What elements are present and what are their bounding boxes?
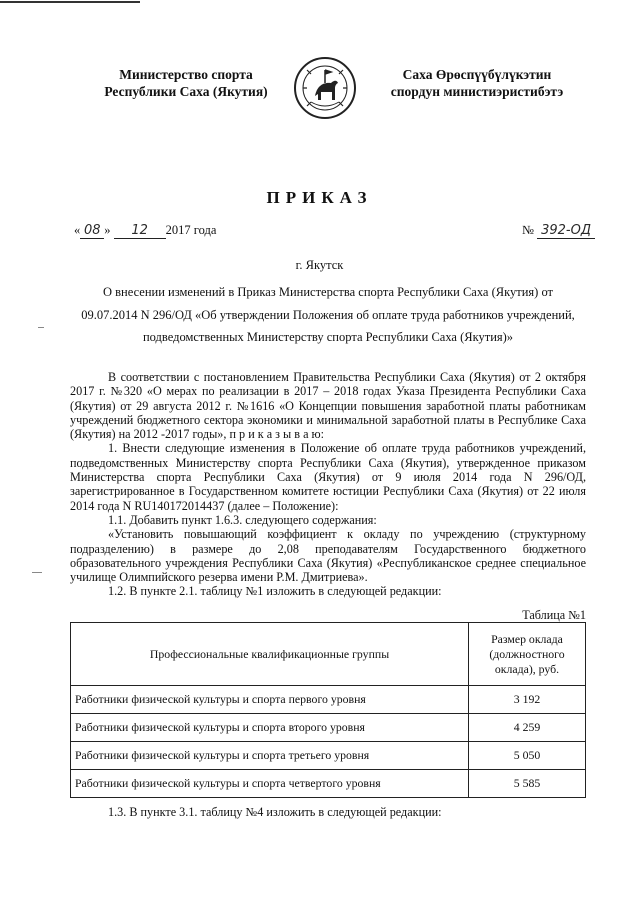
date-month: 12 (114, 223, 166, 239)
ministry-name-yakut (372, 66, 582, 100)
ministry-name-yakut-line2: спордун министиэристибэтэ (390, 84, 564, 99)
city: г. Якутск (295, 258, 344, 272)
body-paragraph: «Установить повышающий коэффициент к окладу по учреждению (структурному подразделению) в размере до 2,08 преподавателям Государственного бюджетного образовательного учреждения Республики Саха (Якутия) «Республиканское среднее специальное училище Олимпийского резерва имени Р.М. Дмитриева». (70, 527, 586, 585)
table-header-row (71, 623, 586, 686)
group-cell: Работники физической культуры и спорта первого уровня (71, 686, 469, 714)
salary-cell: 5 050 (469, 742, 586, 770)
group-cell: Работники физической культуры и спорта четвертого уровня (71, 770, 469, 798)
ministry-name-line2: Республики Саха (Якутия) (104, 84, 268, 99)
header-salary: Размер оклада (должностного оклада), руб. (469, 623, 586, 686)
order-number-value: 392-ОД (537, 223, 595, 239)
ministry-name-russian (70, 66, 302, 100)
scan-edge-mark (0, 1, 140, 3)
table-row (71, 686, 586, 714)
salary-table (70, 622, 586, 798)
scan-margin-mark (32, 572, 42, 573)
header-group: Профессиональные квалификационные группы (71, 623, 469, 686)
group-cell: Работники физической культуры и спорта второго уровня (71, 714, 469, 742)
salary-cell: 3 192 (469, 686, 586, 714)
ministry-name-yakut-line1: Саха Өрөспүүбүлүкэтин (402, 67, 552, 82)
body-paragraph: В соответствии с постановлением Правительства Республики Саха (Якутия) от 2 октября 2017 г. №320 «О мерах по реализации в 2017 – 2018 годах Указа Президента Республики Саха (Якутия) от 29 августа 2012 г. №1616 «О Концепции повышения заработной платы работникам учреждений бюджетного сектора экономики и минимальной заработной платы в Республике Саха (Якутия) на 2012 -2017 годы», п р и к а з ы в а ю: (70, 370, 586, 442)
order-body (70, 370, 586, 599)
salary-cell: 5 585 (469, 770, 586, 798)
table-caption: Таблица №1 (522, 608, 586, 622)
date-day: 08 (80, 223, 104, 239)
salary-cell: 4 259 (469, 714, 586, 742)
group-cell: Работники физической культуры и спорта третьего уровня (71, 742, 469, 770)
next-clause: 1.3. В пункте 3.1. таблицу №4 изложить в следующей редакции: (108, 805, 442, 819)
body-paragraph: 1.1. Добавить пункт 1.6.3. следующего содержания: (108, 512, 377, 527)
coat-of-arms-emblem (293, 56, 357, 120)
scan-margin-mark (38, 327, 44, 328)
date-year: 2017 года (165, 223, 217, 237)
order-date: « 08 » 12 2017 года (74, 223, 217, 238)
document-title: ПРИКАЗ (266, 188, 373, 207)
ministry-name-line1: Министерство спорта (119, 67, 253, 82)
body-paragraph: 1.2. В пункте 2.1. таблицу №1 изложить в следующей редакции: (108, 584, 442, 599)
body-paragraph: 1. Внести следующие изменения в Положение об оплате труда работников учреждений, подведомственных Министерству спорта Республики Саха (Якутия), утвержденное приказом Министерства спорта Республики Саха (Якутия) от 9 июля 2014 года N 296/ОД, зарегистрированное в Государственном комитете юстиции Республики Саха (Якутия) от 22 июля 2014 года N RU140172014437 (далее – Положение): (70, 441, 586, 513)
order-number: № 392-ОД (522, 223, 595, 239)
table-row (71, 714, 586, 742)
table-row (71, 770, 586, 798)
order-subject: О внесении изменений в Приказ Министерства спорта Республики Саха (Якутия) от 09.07.2014 N 296/ОД «Об утверждении Положения об оплате труда работников учреждений, подведомственных Министерству спорта Республики Саха (Якутия)» (81, 285, 575, 344)
table-row (71, 742, 586, 770)
